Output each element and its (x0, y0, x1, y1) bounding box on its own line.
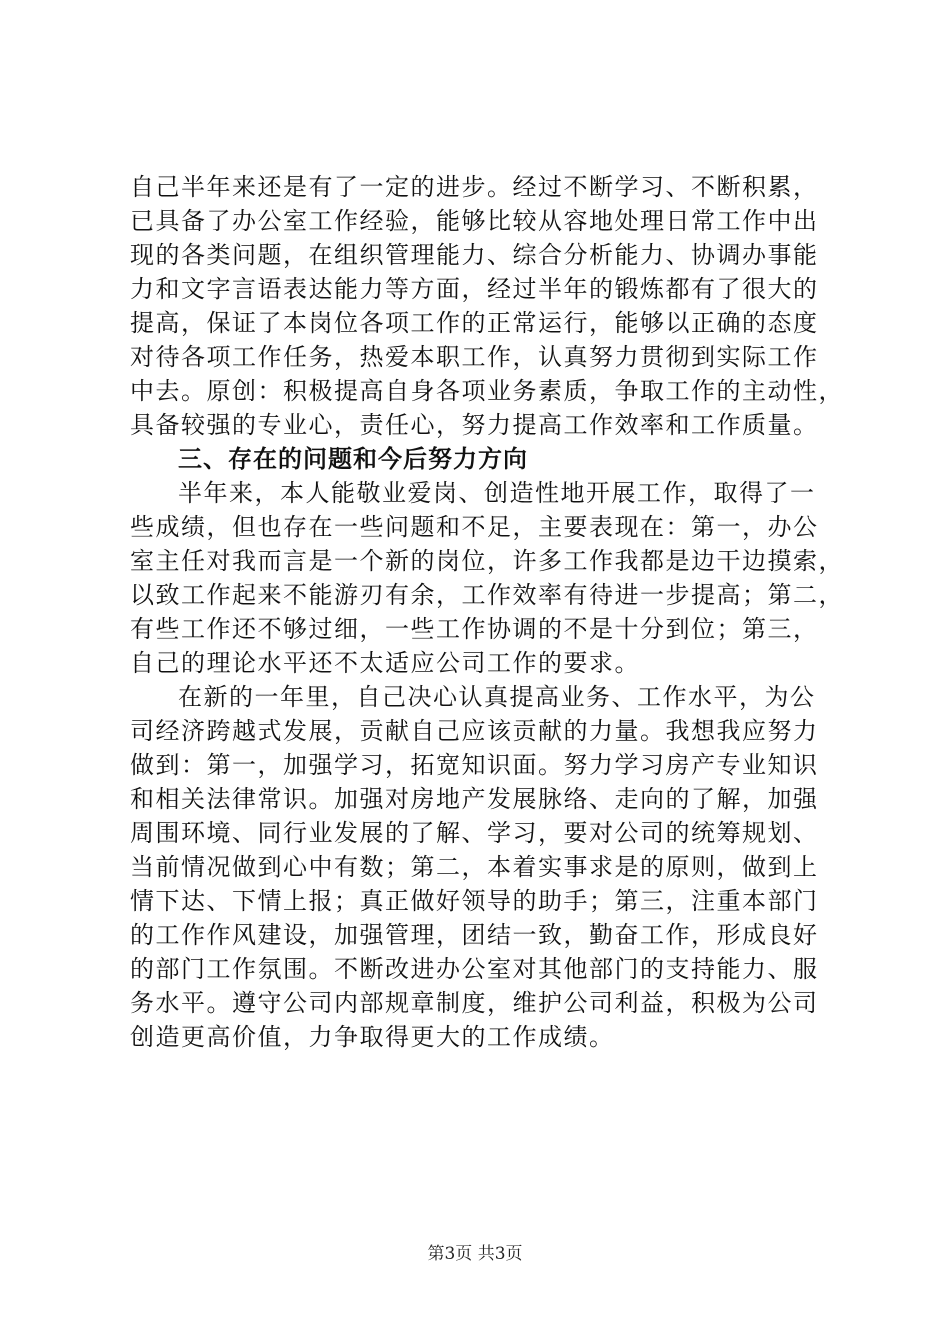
text-line: 的工作作风建设，加强管理，团结一致，勤奋工作，形成良好 (130, 921, 819, 949)
text-line: 提高，保证了本岗位各项工作的正常运行，能够以正确的态度 (130, 309, 819, 337)
paragraph-plans (130, 680, 835, 1054)
text-line: 在新的一年里，自己决心认真提高业务、工作水平，为公 (178, 683, 816, 711)
text-line: 具备较强的专业心，责任心，努力提高工作效率和工作质量。 (130, 411, 819, 439)
text-line: 些成绩，但也存在一些问题和不足，主要表现在：第一，办公 (130, 513, 819, 541)
text-line: 当前情况做到心中有数；第二，本着实事求是的原则，做到上 (130, 853, 819, 881)
text-line: 已具备了办公室工作经验，能够比较从容地处理日常工作中出 (130, 207, 819, 235)
text-line: 自己的理论水平还不太适应公司工作的要求。 (130, 649, 640, 677)
document-body (130, 170, 844, 1054)
text-line: 现的各类问题，在组织管理能力、综合分析能力、协调办事能 (130, 241, 819, 269)
paragraph-problems (130, 476, 844, 680)
paragraph-progress (130, 170, 844, 442)
text-line: 务水平。遵守公司内部规章制度，维护公司利益，积极为公司 (130, 989, 819, 1017)
text-line: 力和文字言语表达能力等方面，经过半年的锻炼都有了很大的 (130, 275, 819, 303)
text-line: 司经济跨越式发展，贡献自己应该贡献的力量。我想我应努力 (130, 717, 819, 745)
section-heading: 三、存在的问题和今后努力方向 (178, 445, 528, 473)
text-line: 做到：第一，加强学习，拓宽知识面。努力学习房产专业知识 (130, 751, 819, 779)
text-line: 创造更高价值，力争取得更大的工作成绩。 (130, 1023, 615, 1051)
text-line: 和相关法律常识。加强对房地产发展脉络、走向的了解，加强 (130, 785, 819, 813)
text-line: 中去。原创：积极提高自身各项业务素质，争取工作的主动性， (130, 377, 844, 405)
text-line: 的部门工作氛围。不断改进办公室对其他部门的支持能力、服 (130, 955, 819, 983)
text-line: 情下达、下情上报；真正做好领导的助手；第三，注重本部门 (130, 887, 819, 915)
text-line: 自己半年来还是有了一定的进步。经过不断学习、不断积累， (130, 173, 819, 201)
text-line: 周围环境、同行业发展的了解、学习，要对公司的统筹规划、 (130, 819, 819, 847)
page-number-footer: 第3页 共3页 (427, 1244, 523, 1264)
text-line: 有些工作还不够过细，一些工作协调的不是十分到位；第三， (130, 615, 819, 643)
text-line: 对待各项工作任务，热爱本职工作，认真努力贯彻到实际工作 (130, 343, 819, 371)
text-line: 以致工作起来不能游刃有余，工作效率有待进一步提高；第二， (130, 581, 844, 609)
text-line: 室主任对我而言是一个新的岗位，许多工作我都是边干边摸索， (130, 547, 844, 575)
text-line: 半年来，本人能敬业爱岗、创造性地开展工作，取得了一 (178, 479, 816, 507)
